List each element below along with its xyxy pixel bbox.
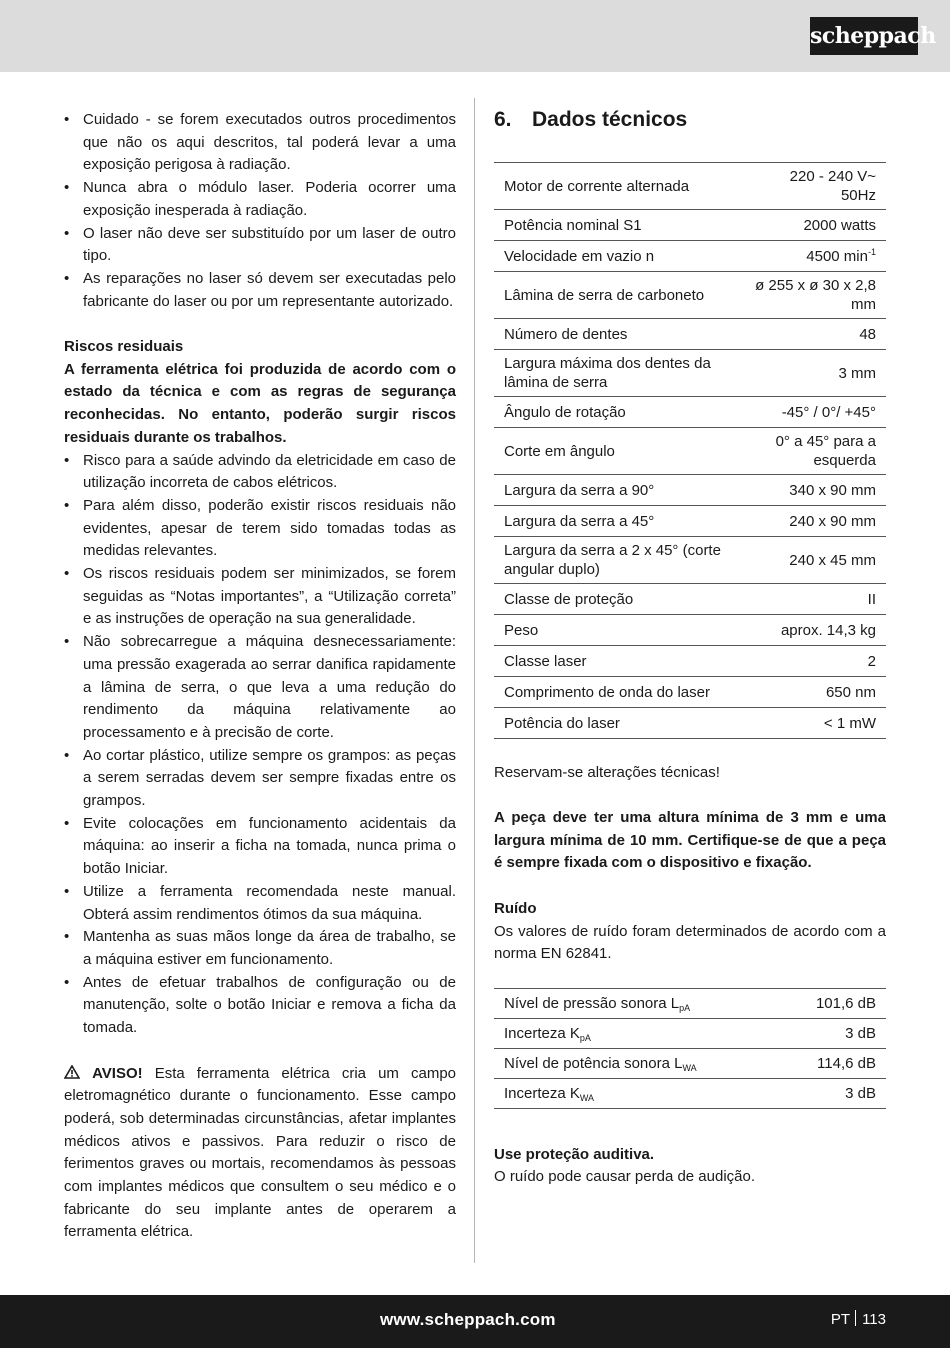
row-label: Largura da serra a 90° (494, 475, 741, 506)
row-value: II (741, 584, 886, 615)
list-item: • Para além disso, poderão existir riscos residuais não evidentes, apesar de terem sido tomadas todas as medidas relevantes. (64, 495, 456, 563)
page-number-value: 113 (862, 1311, 886, 1328)
table-row (494, 428, 886, 475)
table-row (494, 708, 886, 739)
list-item: • Mantenha as suas mãos longe da área de trabalho, se a máquina estiver em funcionamento. (64, 926, 456, 971)
row-label: Largura da serra a 2 x 45° (corte angular duplo) (494, 537, 741, 584)
list-item: • Risco para a saúde advindo da eletricidade em caso de utilização incorreta de cabos elétricos. (64, 450, 456, 495)
row-label: Classe laser (494, 646, 741, 677)
section-title: Dados técnicos (532, 108, 688, 131)
warning-paragraph (64, 1063, 456, 1245)
row-label: Largura máxima dos dentes da lâmina de serra (494, 350, 741, 397)
row-label: Lâmina de serra de carboneto (494, 272, 741, 319)
row-value: 48 (741, 319, 886, 350)
list-item: • Nunca abra o módulo laser. Poderia ocorrer uma exposição inesperada à radiação. (64, 177, 456, 222)
table-row (494, 537, 886, 584)
row-value: 240 x 90 mm (741, 506, 886, 537)
row-value: ø 255 x ø 30 x 2,8 mm (741, 272, 886, 319)
residual-risks-list (64, 450, 456, 1040)
row-label: Nível de pressão sonora $L_{pA}$ (494, 988, 779, 1018)
table-row (494, 1078, 886, 1108)
row-label: Motor de corrente alternada (494, 163, 741, 210)
warning-text: Esta ferramenta elétrica cria um campo eletromagnético durante o funcionamento. Esse campo poderá, sob determinadas circunstâncias, afetar implantes médicos ativos e passivos. Para reduzir o risco de ferimentos graves ou mortais, recomendamos às pessoas com implantes médicos que consultem o seu médico e o fabricante do seu implante antes de operarem a ferramenta elétrica. (64, 1064, 456, 1241)
row-label: Velocidade em vazio n (494, 241, 741, 272)
column-divider (474, 98, 475, 1263)
row-label: Ângulo de rotação (494, 397, 741, 428)
row-value: 3 dB (779, 1018, 886, 1048)
row-value: 240 x 45 mm (741, 537, 886, 584)
warning-triangle-icon (64, 1065, 80, 1079)
row-value: -45° / 0°/ +45° (741, 397, 886, 428)
noise-title: Ruído (494, 899, 537, 917)
language-code: PT (830, 1311, 851, 1328)
hearing-protection-title: Use proteção auditiva. (494, 1145, 655, 1163)
table-row (494, 475, 886, 506)
row-value: 3 dB (779, 1078, 886, 1108)
page-number (831, 1308, 886, 1332)
section-heading (494, 106, 886, 134)
table-row (494, 1048, 886, 1078)
row-value: 0° a 45° para a esquerda (741, 428, 886, 475)
table-row (494, 241, 886, 272)
table-row (494, 615, 886, 646)
page-footer (0, 1295, 950, 1348)
table-row (494, 397, 886, 428)
left-column (64, 109, 456, 1244)
row-label: Número de dentes (494, 319, 741, 350)
row-label: Incerteza $K_{pA}$ (494, 1018, 779, 1048)
row-value: 2 (741, 646, 886, 677)
technical-data-table (494, 162, 886, 739)
row-value: 2000 watts (741, 210, 886, 241)
table-row (494, 1018, 886, 1048)
section-number: 6. (494, 108, 512, 131)
table-row (494, 584, 886, 615)
row-label: Nível de potência sonora $L_{WA}$ (494, 1048, 779, 1078)
table-row (494, 646, 886, 677)
list-item: • Antes de efetuar trabalhos de configuração ou de manutenção, solte o botão Iniciar e remova a ficha da tomada. (64, 972, 456, 1040)
row-value: < 1 mW (741, 708, 886, 739)
hearing-protection-text: O ruído pode causar perda de audição. (494, 1168, 756, 1186)
list-item: • O laser não deve ser substituído por um laser de outro tipo. (64, 223, 456, 268)
list-item: • As reparações no laser só devem ser executadas pelo fabricante do laser ou por um representante autorizado. (64, 268, 456, 313)
row-value: 4500 $\min^{-1}$ (741, 241, 886, 272)
reserve-note: Reservam-se alterações técnicas! (494, 763, 720, 781)
table-row (494, 319, 886, 350)
residual-risks-title: Riscos residuais (64, 338, 184, 356)
list-item: • Utilize a ferramenta recomendada neste manual. Obterá assim rendimentos ótimos da sua máquina. (64, 881, 456, 926)
page-header (0, 0, 950, 72)
row-label: Potência do laser (494, 708, 741, 739)
table-row (494, 210, 886, 241)
row-label: Classe de proteção (494, 584, 741, 615)
list-item: • Cuidado - se forem executados outros procedimentos que não os aqui descritos, tal poderá levar a uma exposição perigosa à radiação. (64, 109, 456, 177)
row-label: Comprimento de onda do laser (494, 677, 741, 708)
row-label: Largura da serra a 45° (494, 506, 741, 537)
website-link[interactable]: www.scheppach.com (380, 1310, 556, 1329)
laser-safety-list (64, 109, 456, 313)
table-row (494, 988, 886, 1018)
row-label: Potência nominal S1 (494, 210, 741, 241)
row-value: 220 - 240 V~ 50Hz (741, 163, 886, 210)
table-row (494, 677, 886, 708)
table-row (494, 163, 886, 210)
row-value: 650 nm (741, 677, 886, 708)
table-row (494, 350, 886, 397)
list-item: • Não sobrecarregue a máquina desnecessariamente: uma pressão exagerada ao serrar danifica rapidamente a lâmina de serra, o que leva a uma redução do rendimento da máquina relativamente ao processamento e à precisão de corte. (64, 631, 456, 745)
warning-label: AVISO! (92, 1064, 143, 1082)
right-column (494, 100, 886, 1189)
table-row (494, 506, 886, 537)
list-item: • Ao cortar plástico, utilize sempre os grampos: as peças a serem serradas devem ser sempre fixadas entre os grampos. (64, 745, 456, 813)
row-value: 114,6 dB (779, 1048, 886, 1078)
table-row (494, 272, 886, 319)
row-label: Peso (494, 615, 741, 646)
list-item: • Os riscos residuais podem ser minimizados, se forem seguidas as “Notas importantes”, a “Utilização correta” e as instruções de operação na sua generalidade. (64, 563, 456, 631)
row-value: 101,6 dB (779, 988, 886, 1018)
row-value: 340 x 90 mm (741, 475, 886, 506)
row-label: Corte em ângulo (494, 428, 741, 475)
row-value: 3 mm (741, 350, 886, 397)
row-value: aprox. 14,3 kg (741, 615, 886, 646)
residual-risks-intro: A ferramenta elétrica foi produzida de acordo com o estado da técnica e com as regras de segurança reconhecidas. No entanto, poderão surgir riscos residuais durante os trabalhos. (64, 360, 456, 446)
scheppach-logo: scheppach (810, 17, 918, 55)
noise-text: Os valores de ruído foram determinados de acordo com a norma EN 62841. (494, 922, 886, 963)
minimum-size-note: A peça deve ter uma altura mínima de 3 mm e uma largura mínima de 10 mm. Certifique-se de que a peça é sempre fixada com o dispositivo e fixação. (494, 809, 886, 872)
list-item: • Evite colocações em funcionamento acidentais da máquina: ao inserir a ficha na tomada, nunca prima o botão Iniciar. (64, 813, 456, 881)
row-label: Incerteza $K_{WA}$ (494, 1078, 779, 1108)
noise-table (494, 988, 886, 1109)
